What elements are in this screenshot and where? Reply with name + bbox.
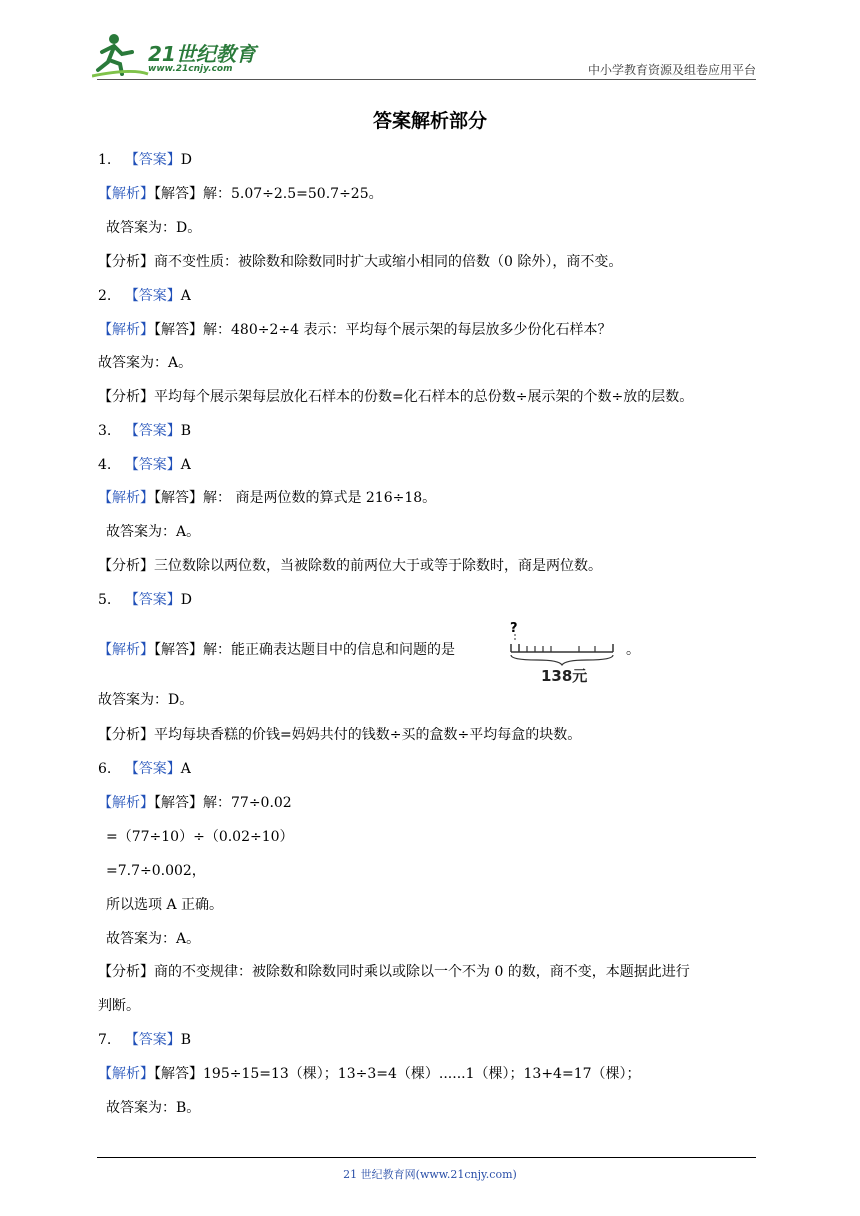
conclusion-line: 故答案为：D。 bbox=[106, 220, 202, 236]
question-number: 5. bbox=[98, 592, 112, 608]
conclusion-line: 故答案为：D。 bbox=[98, 692, 194, 708]
answer-tag: 【答案】 bbox=[124, 761, 181, 777]
line-segment-diagram bbox=[507, 618, 619, 686]
solution-text: 【解答】解：77÷0.02 bbox=[154, 795, 292, 811]
explanation-line: 【分析】商的不变规律：被除数和除数同时乘以或除以一个不为 0 的数，商不变，本题据此进行 bbox=[98, 964, 690, 980]
answer-line-2 bbox=[98, 286, 191, 306]
answer-line-4 bbox=[98, 455, 191, 475]
answer-value: A bbox=[180, 457, 191, 473]
total-amount-label: 138元 bbox=[541, 667, 588, 685]
question-number: 4. bbox=[98, 457, 112, 473]
conclusion-line: 故答案为：A。 bbox=[106, 524, 201, 540]
answer-value: D bbox=[180, 592, 192, 608]
analysis-line bbox=[98, 320, 611, 340]
analysis-line bbox=[98, 1064, 641, 1084]
question-number: 3. bbox=[98, 423, 112, 439]
analysis-line bbox=[98, 640, 455, 660]
explanation-line: 【分析】商不变性质：被除数和除数同时扩大或缩小相同的倍数（0 除外），商不变。 bbox=[98, 254, 623, 270]
logo-url: www.21cnjy.com bbox=[148, 64, 233, 74]
answer-line-7 bbox=[98, 1030, 191, 1050]
analysis-tag: 【解析】 bbox=[98, 642, 154, 658]
solution-text: 【解答】解： 商是两位数的算式是 216÷18。 bbox=[154, 490, 437, 506]
solution-text: 【解答】解：能正确表达题目中的信息和问题的是 bbox=[154, 642, 455, 658]
answer-tag: 【答案】 bbox=[124, 592, 181, 608]
answer-tag: 【答案】 bbox=[124, 152, 181, 168]
calculation-step: =（77÷10）÷（0.02÷10） bbox=[106, 829, 294, 845]
page-title: 答案解析部分 bbox=[372, 110, 487, 132]
logo-text: 21世纪教育 bbox=[148, 42, 256, 66]
page-header bbox=[0, 0, 860, 90]
answer-tag: 【答案】 bbox=[124, 1032, 181, 1048]
analysis-line bbox=[98, 184, 383, 204]
answer-value: B bbox=[180, 423, 192, 439]
platform-name: 中小学教育资源及组卷应用平台 bbox=[587, 63, 756, 77]
explanation-line-cont: 判断。 bbox=[98, 998, 140, 1014]
explanation-line: 【分析】平均每个展示架每层放化石样本的份数=化石样本的总份数÷展示架的个数÷放的层数。 bbox=[98, 389, 694, 405]
question-mark-label: ? bbox=[510, 621, 518, 636]
answer-value: D bbox=[180, 152, 192, 168]
calculation-step: =7.7÷0.002， bbox=[106, 863, 206, 879]
analysis-line bbox=[98, 793, 292, 813]
answer-tag: 【答案】 bbox=[124, 457, 181, 473]
answer-line-5 bbox=[98, 590, 192, 610]
solution-text: 【解答】解：480÷2÷4 表示：平均每个展示架的每层放多少份化石样本？ bbox=[154, 322, 612, 338]
analysis-tag: 【解析】 bbox=[98, 186, 154, 202]
analysis-tag: 【解析】 bbox=[98, 322, 154, 338]
analysis-tag: 【解析】 bbox=[98, 795, 154, 811]
period-mark: 。 bbox=[626, 642, 640, 658]
question-number: 7. bbox=[98, 1032, 112, 1048]
answer-tag: 【答案】 bbox=[124, 288, 181, 304]
answer-line-1 bbox=[98, 150, 192, 170]
question-number: 2. bbox=[98, 288, 112, 304]
conclusion-line: 故答案为：B。 bbox=[106, 1100, 201, 1116]
conclusion-line: 故答案为：A。 bbox=[106, 931, 201, 947]
conclusion-line: 故答案为：A。 bbox=[98, 355, 193, 371]
answer-line-3 bbox=[98, 421, 191, 441]
explanation-line: 【分析】三位数除以两位数，当被除数的前两位大于或等于除数时，商是两位数。 bbox=[98, 558, 602, 574]
solution-text: 【解答】解：5.07÷2.5=50.7÷25。 bbox=[154, 186, 383, 202]
solution-text: 【解答】195÷15=13（棵）；13÷3=4（棵）......1（棵）；13+4=17（棵）； bbox=[154, 1066, 641, 1082]
footer-link[interactable]: 21 世纪教育网(www.21cnjy.com) bbox=[343, 1168, 517, 1181]
explanation-line: 【分析】平均每块香糕的价钱=妈妈共付的钱数÷买的盒数÷平均每盒的块数。 bbox=[98, 727, 582, 743]
question-number: 6. bbox=[98, 761, 112, 777]
answer-value: A bbox=[180, 288, 191, 304]
analysis-tag: 【解析】 bbox=[98, 490, 154, 506]
question-number: 1. bbox=[98, 152, 112, 168]
analysis-tag: 【解析】 bbox=[98, 1066, 154, 1082]
calculation-step: 所以选项 A 正确。 bbox=[106, 897, 224, 913]
header-divider bbox=[97, 79, 756, 80]
answer-value: B bbox=[180, 1032, 192, 1048]
footer-divider bbox=[97, 1157, 756, 1158]
analysis-line bbox=[98, 488, 436, 508]
answer-line-6 bbox=[98, 759, 191, 779]
answer-value: A bbox=[180, 761, 191, 777]
answer-tag: 【答案】 bbox=[124, 423, 181, 439]
